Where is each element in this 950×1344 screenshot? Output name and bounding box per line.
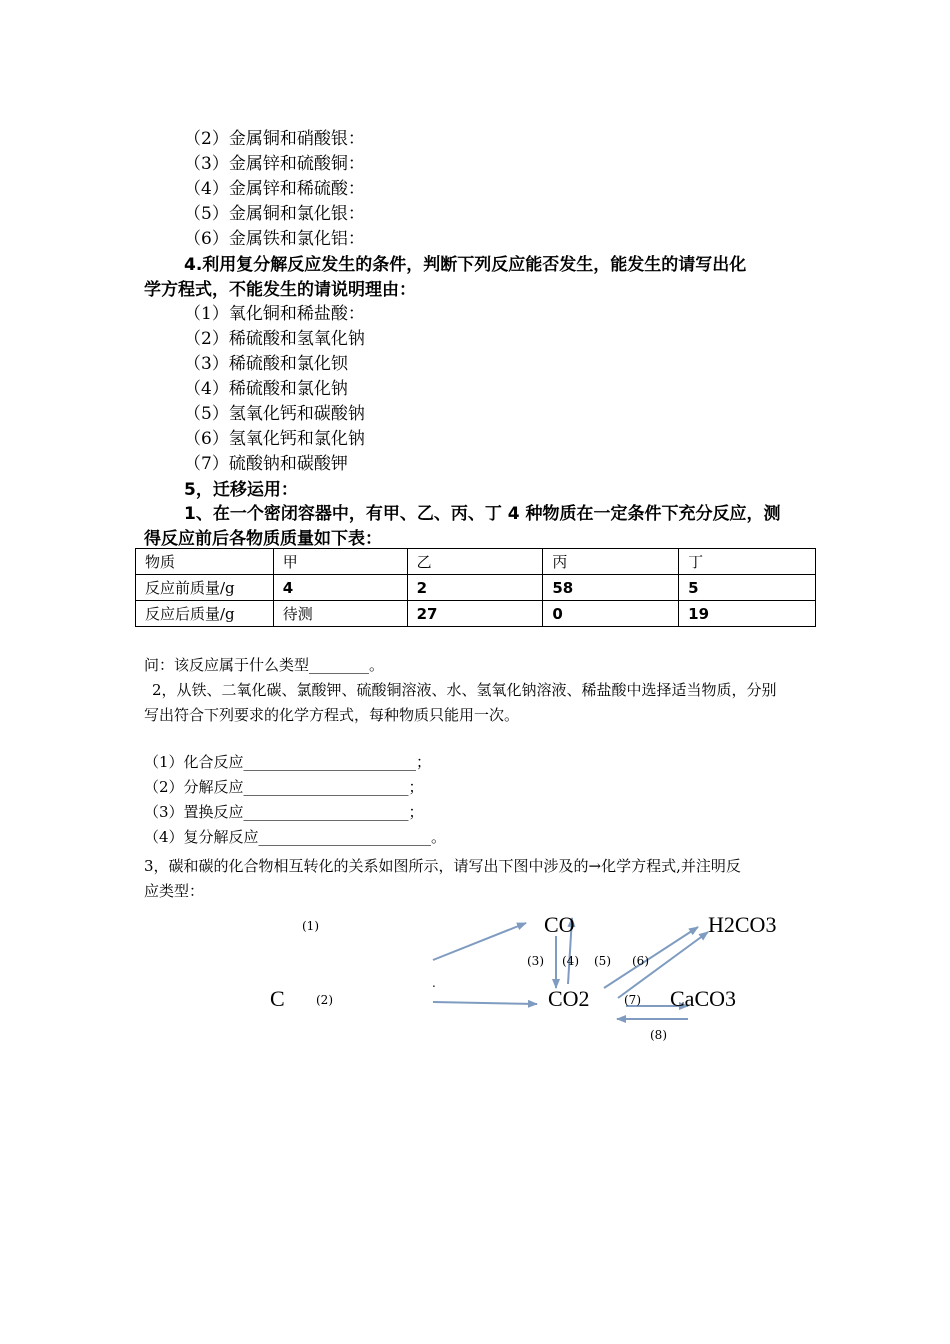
table-cell: 丁 <box>679 549 816 575</box>
node-h2co3: H2CO3 <box>708 912 777 937</box>
table-cell: 待测 <box>273 601 407 627</box>
sub-item-label: （1）化合反应 <box>144 753 244 771</box>
answer-blank: ______________________ <box>243 778 409 796</box>
answer-blank: ______________________ <box>243 803 409 821</box>
table-header-row <box>136 549 816 575</box>
answer-blank: _______________________ <box>258 828 432 846</box>
q4-title-line1: 4.利用复分解反应发生的条件，判断下列反应能否发生，能发生的请写出化 <box>184 255 747 275</box>
reaction-label-7: (7) <box>624 993 641 1007</box>
sub-item-4 <box>144 826 446 847</box>
table-cell: 2 <box>407 575 543 601</box>
q4-title-line2: 学方程式，不能发生的请说明理由： <box>144 280 416 300</box>
arrow-c-to-co2 <box>433 1002 537 1004</box>
reaction-label-6: (6) <box>632 954 649 968</box>
carbon-conversion-diagram <box>0 900 950 1060</box>
sub-item-label: （4）复分解反应 <box>144 828 259 846</box>
node-caco3: CaCO3 <box>670 986 736 1011</box>
sub-item-end: ； <box>408 778 424 796</box>
sub-item-label: （3）置换反应 <box>144 803 244 821</box>
q4-item-3: （3）稀硫酸和氯化钡 <box>184 354 348 374</box>
q5-title: 5，迁移运用： <box>184 480 298 500</box>
answer-blank: ________ <box>309 656 370 674</box>
table-cell: 丙 <box>543 549 679 575</box>
table-cell: 58 <box>543 575 679 601</box>
table-cell: 乙 <box>407 549 543 575</box>
node-co: CO <box>544 912 575 937</box>
table-row <box>136 575 816 601</box>
question-text: 问：该反应属于什么类型 <box>144 656 310 674</box>
q4-item-6: （6）氢氧化钙和氯化钠 <box>184 429 365 449</box>
q3-item-3: （3）金属锌和硫酸铜： <box>184 154 365 174</box>
q5-p2-line2: 写出符合下列要求的化学方程式，每种物质只能用一次。 <box>144 706 520 724</box>
q3-item-6: （6）金属铁和氯化铝： <box>184 229 365 249</box>
q3-item-2: （2）金属铜和硝酸银： <box>184 129 365 149</box>
q3-item-4: （4）金属锌和稀硫酸： <box>184 179 365 199</box>
reaction-label-3: (3) <box>527 954 544 968</box>
arrow-co2-to-h2co3 <box>604 927 698 988</box>
sub-item-3 <box>144 801 424 822</box>
sub-item-2 <box>144 776 424 797</box>
sub-item-end: 。 <box>431 828 447 846</box>
q4-item-7: （7）硫酸钠和碳酸钾 <box>184 454 348 474</box>
table-cell: 反应前质量/g <box>136 575 274 601</box>
stray-dot: . <box>432 976 436 990</box>
q5-p1-line2: 得反应前后各物质质量如下表： <box>144 529 382 549</box>
table-cell: 4 <box>273 575 407 601</box>
sub-item-end: ； <box>408 803 424 821</box>
node-co2: CO2 <box>548 986 590 1011</box>
q4-item-1: （1）氧化铜和稀盐酸： <box>184 304 365 324</box>
table-cell: 5 <box>679 575 816 601</box>
q4-item-2: （2）稀硫酸和氢氧化钠 <box>184 329 365 349</box>
table-row <box>136 601 816 627</box>
q5-p1-line1: 1、在一个密闭容器中，有甲、乙、丙、丁 4 种物质在一定条件下充分反应，测 <box>184 504 781 524</box>
sub-item-label: （2）分解反应 <box>144 778 244 796</box>
table-cell: 0 <box>543 601 679 627</box>
sub-item-1 <box>144 751 431 772</box>
question-end: 。 <box>369 656 385 674</box>
mass-table <box>135 548 816 627</box>
q5-question <box>144 654 384 675</box>
q3-item-5: （5）金属铜和氯化银： <box>184 204 365 224</box>
answer-blank: _______________________ <box>243 753 417 771</box>
reaction-label-4: (4) <box>562 954 579 968</box>
q4-item-4: （4）稀硫酸和氯化钠 <box>184 379 348 399</box>
table-cell: 19 <box>679 601 816 627</box>
reaction-label-8: (8) <box>650 1028 667 1042</box>
table-cell: 甲 <box>273 549 407 575</box>
table-cell: 物质 <box>136 549 274 575</box>
reaction-label-1: (1) <box>302 919 319 933</box>
q5-p3-line2: 应类型： <box>144 882 205 900</box>
reaction-label-2: (2) <box>316 993 333 1007</box>
q5-p3-line1: 3，碳和碳的化合物相互转化的关系如图所示，请写出下图中涉及的→化学方程式,并注明反 <box>144 857 741 875</box>
table-cell: 27 <box>407 601 543 627</box>
node-c: C <box>270 986 285 1011</box>
sub-item-end: ； <box>416 753 432 771</box>
arrow-c-to-co <box>433 923 526 960</box>
q4-item-5: （5）氢氧化钙和碳酸钠 <box>184 404 365 424</box>
table-cell: 反应后质量/g <box>136 601 274 627</box>
q5-p2-line1: 2，从铁、二氧化碳、氯酸钾、硫酸铜溶液、水、氢氧化钠溶液、稀盐酸中选择适当物质，分别 <box>152 681 777 699</box>
reaction-label-5: (5) <box>594 954 611 968</box>
